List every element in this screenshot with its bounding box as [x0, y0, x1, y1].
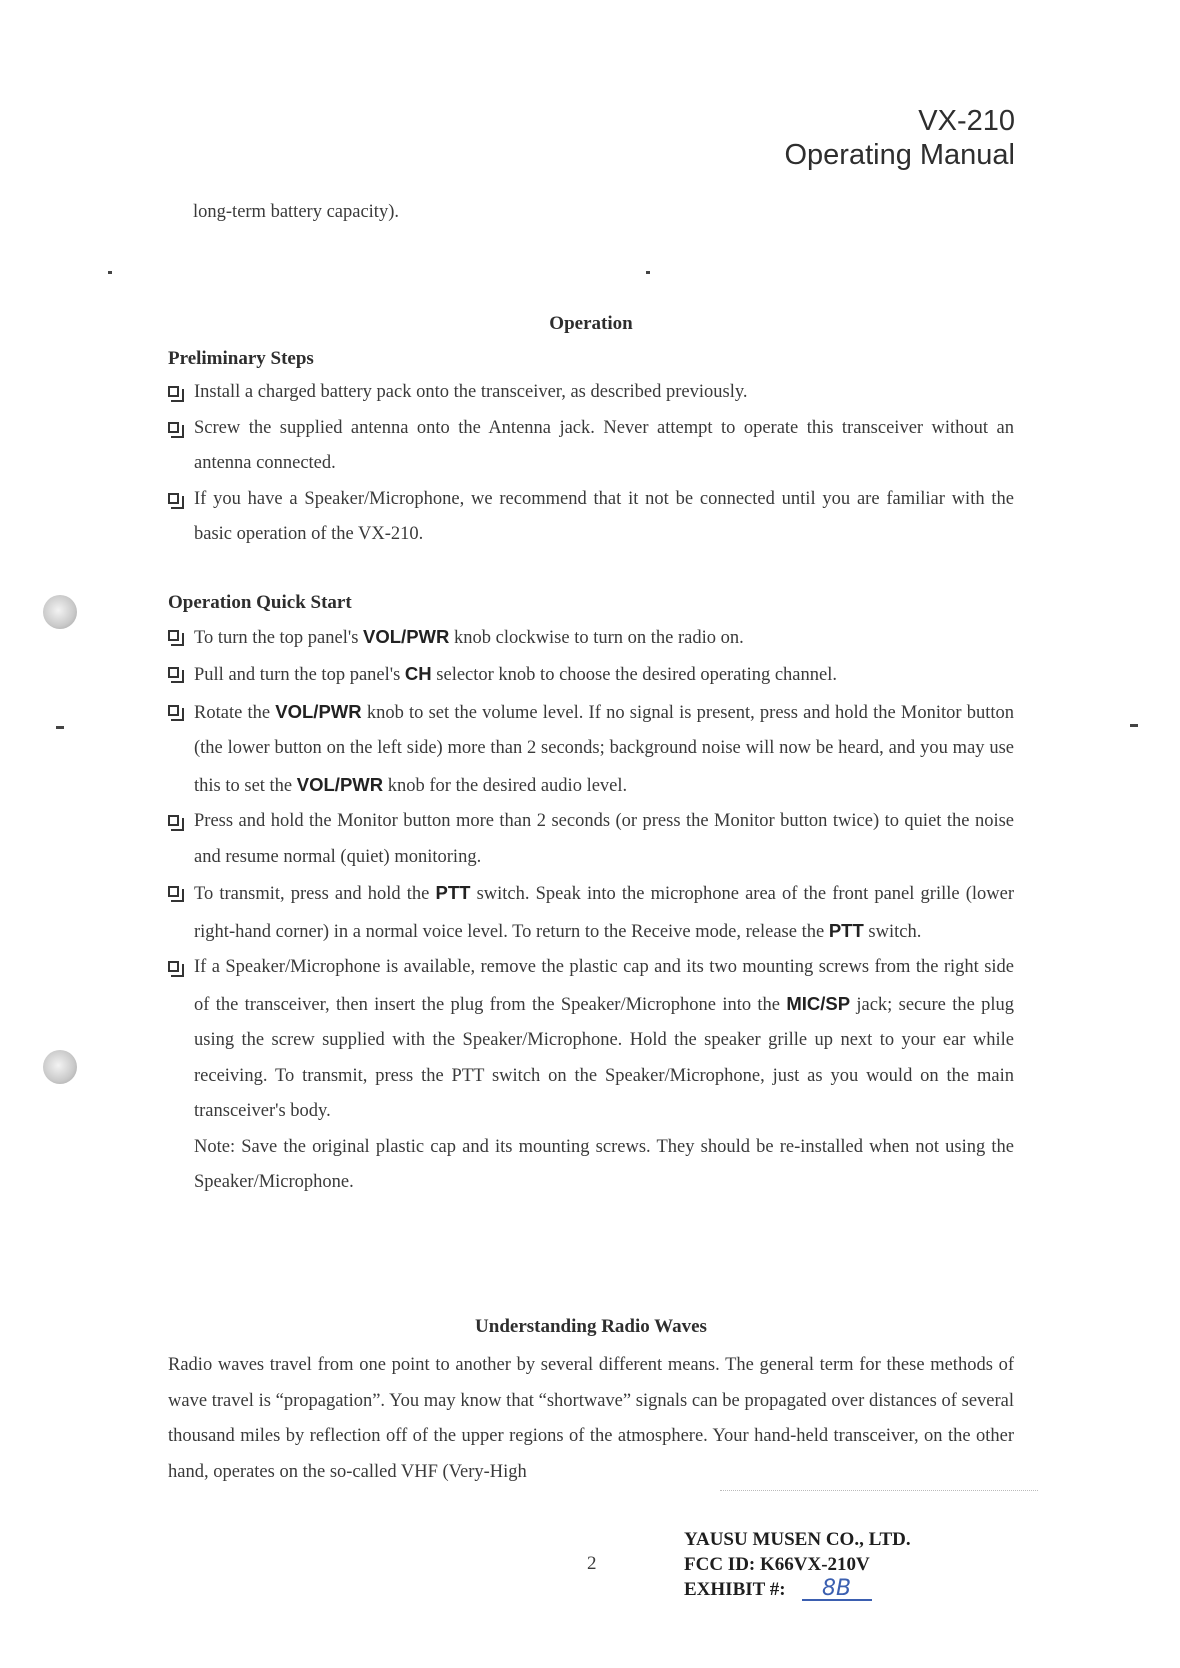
list-item: To transmit, press and hold the PTT switch. Speak into the microphone area of the front panel grille (lower right-hand corner) in a normal voice level. To return to the Receive mode, release the PTT switch.	[168, 875, 1014, 950]
punch-hole	[43, 595, 77, 629]
radio-waves-section	[168, 1312, 1014, 1490]
punch-hole	[43, 1050, 77, 1084]
continued-text: long-term battery capacity).	[193, 202, 399, 222]
exhibit-label: EXHIBIT #:	[684, 1579, 786, 1600]
manual-title: Operating Manual	[784, 139, 1015, 171]
list-item: Install a charged battery pack onto the transceiver, as described previously.	[168, 375, 1014, 411]
checkbox-bullet-icon	[168, 667, 179, 678]
exhibit-line	[684, 1577, 911, 1602]
divider	[720, 1490, 1038, 1491]
subsection-title-preliminary: Preliminary Steps	[168, 348, 314, 369]
scan-speck	[1130, 724, 1138, 727]
note	[168, 1130, 1014, 1201]
checkbox-bullet-icon	[168, 493, 179, 504]
note-text: : Save the original plastic cap and its mounting screws. They should be re-installed when not using the Speaker/Microphone.	[194, 1136, 1014, 1192]
section-title-radio-waves: Understanding Radio Waves	[475, 1316, 707, 1337]
section-title-operation: Operation	[549, 313, 633, 334]
company-name: YAUSU MUSEN CO., LTD.	[684, 1529, 911, 1550]
subsection-title-quick-start: Operation Quick Start	[168, 591, 352, 613]
list-item: Press and hold the Monitor button more than 2 seconds (or press the Monitor button twice) to quiet the noise and resume normal (quiet) monitoring.	[168, 804, 1014, 875]
list-item: Screw the supplied antenna onto the Antenna jack. Never attempt to operate this transceiver without an antenna connected.	[168, 411, 1014, 482]
exhibit-value: 8B	[802, 1579, 872, 1601]
checkbox-bullet-icon	[168, 705, 179, 716]
page-number: 2	[587, 1553, 597, 1574]
control-name: VOL/PWR	[363, 625, 450, 647]
control-name: VOL/PWR	[296, 773, 384, 795]
checkbox-bullet-icon	[168, 815, 179, 826]
checkbox-bullet-icon	[168, 961, 179, 972]
list-item: Rotate the VOL/PWR knob to set the volume level. If no signal is present, press and hold the Monitor button (the lower button on the left side) more than 2 seconds; background noise will now be heard, and you may use this to set the VOL/PWR knob for the desired audio level.	[168, 694, 1014, 805]
control-name: PTT	[435, 882, 471, 903]
control-name: VOL/PWR	[275, 700, 362, 722]
checkbox-bullet-icon	[168, 886, 179, 897]
checkbox-bullet-icon	[168, 386, 179, 397]
list-item: If you have a Speaker/Microphone, we recommend that it not be connected until you are familiar with the basic operation of the VX-210.	[168, 482, 1014, 553]
note-label: Note	[194, 1136, 230, 1157]
radio-waves-paragraph: Radio waves travel from one point to another by several different means. The general term for these methods of wave travel is “propagation”. You may know that “shortwave” signals can be propagated over distances of several thousand miles by reflection off of the upper regions of the atmosphere. Your hand-held transceiver, on the other hand, operates on the so-called VHF (Very-High	[168, 1355, 1014, 1482]
checkbox-bullet-icon	[168, 422, 179, 433]
scan-speck	[108, 271, 112, 274]
checkbox-bullet-icon	[168, 630, 179, 641]
model-title: VX-210	[918, 105, 1015, 137]
control-name: PTT	[828, 919, 864, 941]
exhibit-stamp	[684, 1527, 911, 1602]
scan-speck	[56, 726, 64, 729]
scan-speck	[646, 271, 650, 274]
control-name: CH	[404, 663, 432, 684]
control-name: MIC/SP	[786, 992, 851, 1014]
list-item: Pull and turn the top panel's CH selector knob to choose the desired operating channel.	[168, 656, 1014, 694]
document-header	[784, 104, 1015, 172]
list-item: To turn the top panel's VOL/PWR knob clockwise to turn on the radio on.	[168, 619, 1014, 657]
operation-section	[168, 309, 1014, 1201]
fcc-id: FCC ID: K66VX-210V	[684, 1554, 870, 1575]
list-item: If a Speaker/Microphone is available, remove the plastic cap and its two mounting screws from the right side of the transceiver, then insert the plug from the Speaker/Microphone into the MIC/SP jack; secure the plug using the screw supplied with the Speaker/Microphone. Hold the speaker grille up next to your ear while receiving. To transmit, press the PTT switch on the Speaker/Microphone, just as you would on the main transceiver's body.	[168, 950, 1014, 1130]
